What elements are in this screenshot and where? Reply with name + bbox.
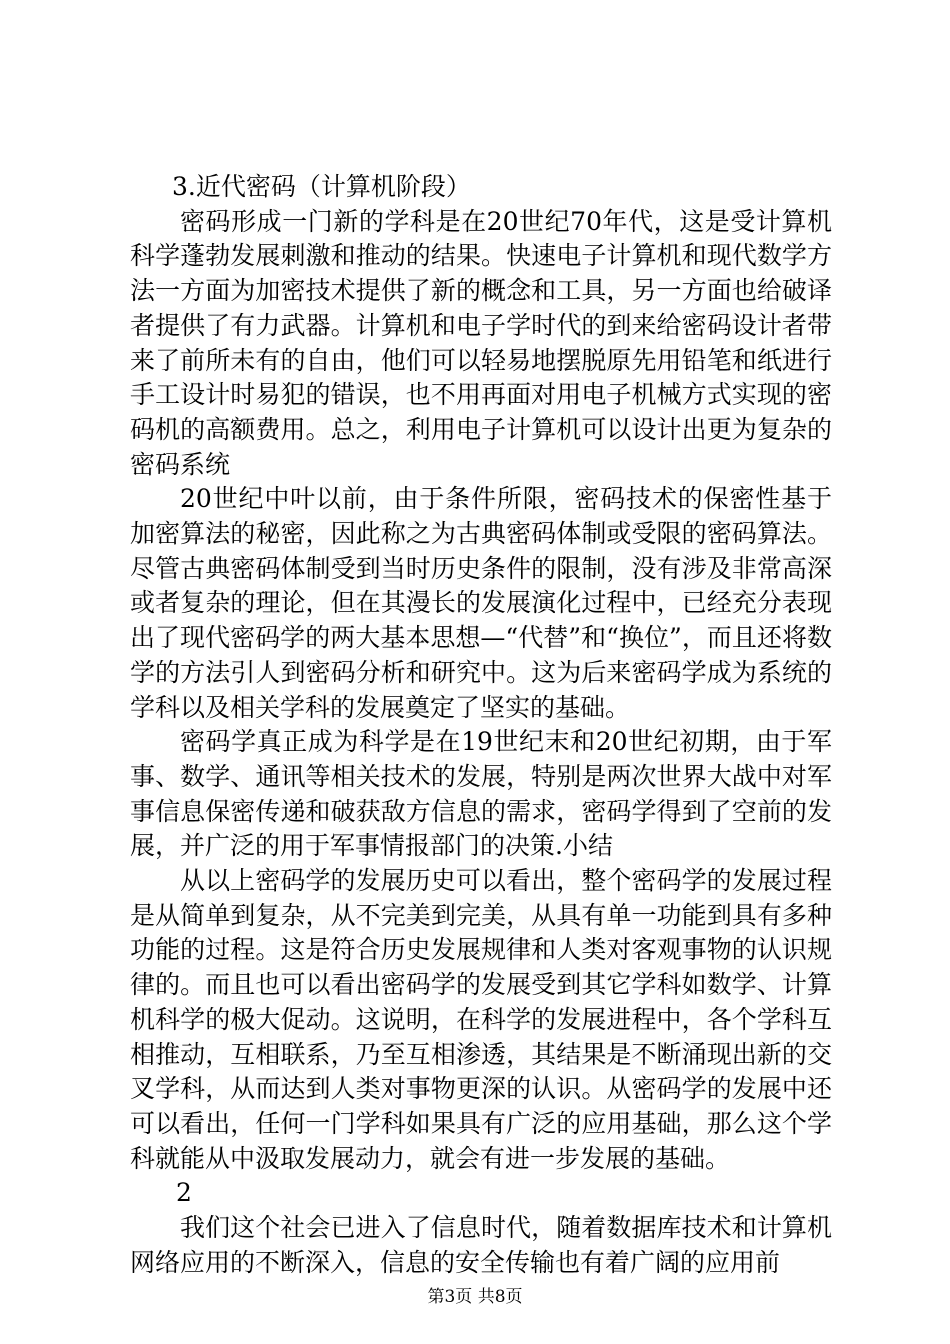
paragraph: 密码形成一门新的学科是在20世纪70年代，这是受计算机科学蓬勃发展刺激和推动的结果。快速电子计算机和现代数学方法一方面为加密技术提供了新的概念和工具，另一方面也给破译者提供了有力武器。计算机和电子学时代的到来给密码设计者带来了前所未有的自由，他们可以轻易地摆脱原先用铅笔和纸进行手工设计时易犯的错误，也不用再面对用电子机械方式实现的密码机的高额费用。总之，利用电子计算机可以设计出更为复杂的密码系统	[130, 206, 832, 479]
section-heading: 3.近代密码（计算机阶段）	[172, 172, 471, 201]
paragraph: 20世纪中叶以前，由于条件所限，密码技术的保密性基于加密算法的秘密，因此称之为古典密码体制或受限的密码算法。尽管古典密码体制受到当时历史条件的限制，没有涉及非常高深或者复杂的理论，但在其漫长的发展演化过程中，已经充分表现出了现代密码学的两大基本思想—“代替”和“换位”，而且还将数学的方法引人到密码分析和研究中。这为后来密码学成为系统的学科以及相关学科的发展奠定了坚实的基础。	[130, 484, 832, 722]
section-number: 2	[176, 1178, 192, 1208]
paragraph: 从以上密码学的发展历史可以看出，整个密码学的发展过程是从简单到复杂，从不完美到完美，从具有单一功能到具有多种功能的过程。这是符合历史发展规律和人类对客观事物的认识规律的。而且也可以看出密码学的发展受到其它学科如数学、计算机科学的极大促动。这说明，在科学的发展进程中，各个学科互相推动，互相联系，乃至互相渗透，其结果是不断涌现出新的交叉学科，从而达到人类对事物更深的认识。从密码学的发展中还可以看出，任何一门学科如果具有广泛的应用基础，那么这个学科就能从中汲取发展动力，就会有进一步发展的基础。	[130, 866, 832, 1173]
document-body	[130, 170, 832, 1281]
paragraph: 密码学真正成为科学是在19世纪末和20世纪初期，由于军事、数学、通讯等相关技术的发展，特别是两次世界大战中对军事信息保密传递和破获敌方信息的需求，密码学得到了空前的发展，并广泛的用于军事情报部门的决策.小结	[130, 727, 832, 861]
page-footer: 第3页 共8页	[427, 1287, 523, 1307]
paragraph: 我们这个社会已进入了信息时代，随着数据库技术和计算机网络应用的不断深入，信息的安全传输也有着广阔的应用前	[130, 1213, 832, 1277]
